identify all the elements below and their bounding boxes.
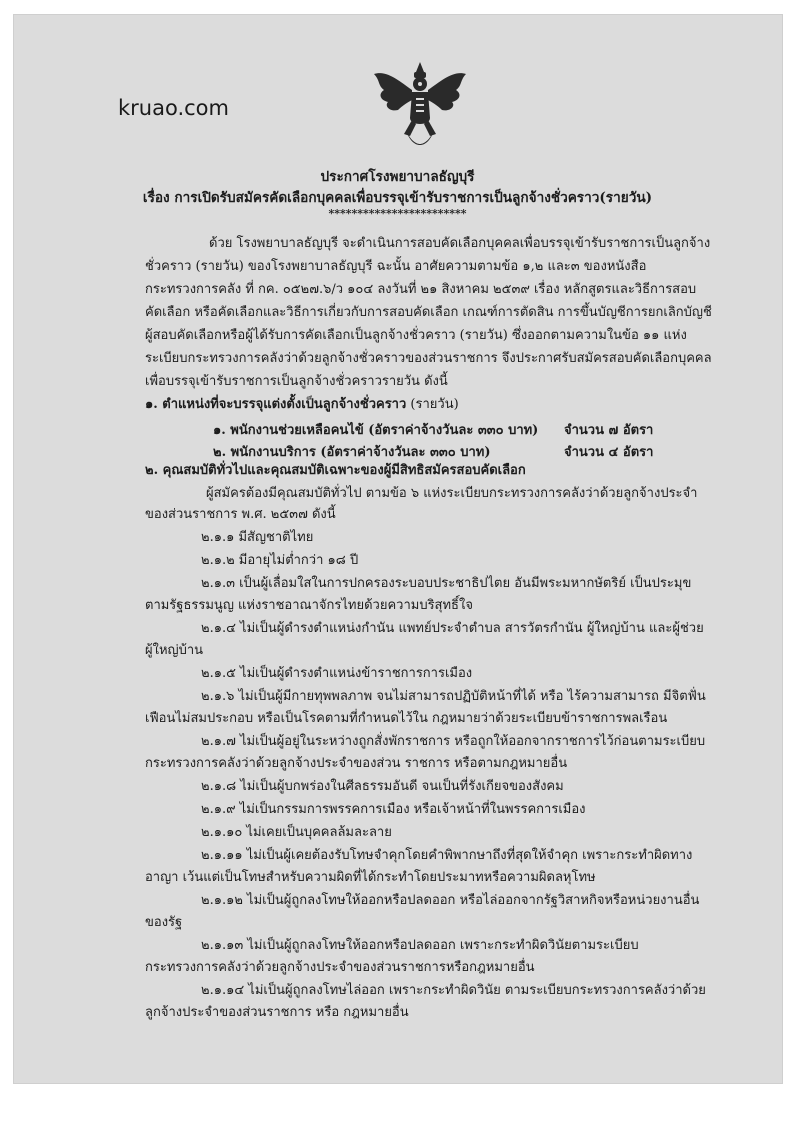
qualification-2-1-9: ๒.๑.๙ ไม่เป็นกรรมการพรรคการเมือง หรือเจ้าหน้าที่ในพรรคการเมือง <box>201 802 586 817</box>
garuda-emblem-icon <box>368 60 472 160</box>
intro-line-5: ผู้สอบคัดเลือกหรือผู้ได้รับการคัดเลือกเป็นลูกจ้างชั่วคราว (รายวัน) ซึ่งออกตามความในข้อ ๑๑ แห่ง <box>145 328 687 343</box>
position-2-name: ๒. พนักงานบริการ (อัตราค่าจ้างวันละ ๓๓๐ บาท) <box>213 445 491 460</box>
section1-heading-suffix: (รายวัน) <box>410 397 459 412</box>
qualification-2-1-6: ๒.๑.๖ ไม่เป็นผู้มีกายทุพพลภาพ จนไม่สามารถปฏิบัติหน้าที่ได้ หรือ ไร้ความสามารถ มีจิตฟั่น <box>201 689 706 704</box>
announcement-subject: เรื่อง การเปิดรับสมัครคัดเลือกบุคคลเพื่อบรรจุเข้ารับราชการเป็นลูกจ้างชั่วคราว(รายวัน) <box>142 190 653 206</box>
position-1-count: จำนวน ๗ อัตรา <box>564 423 654 438</box>
position-2-count: จำนวน ๔ อัตรา <box>564 445 654 460</box>
qualification-2-1-14-cont: ลูกจ้างประจำของส่วนราชการ หรือ กฎหมายอื่น <box>145 1005 409 1020</box>
qualification-2-1-11: ๒.๑.๑๑ ไม่เป็นผู้เคยต้องรับโทษจำคุกโดยคำพิพากษาถึงที่สุดให้จำคุก เพราะกระทำผิดทาง <box>201 848 693 863</box>
qualification-2-1-4: ๒.๑.๔ ไม่เป็นผู้ดำรงตำแหน่งกำนัน แพทย์ประจำตำบล สารวัตรกำนัน ผู้ใหญ่บ้าน และผู้ช่วย <box>201 621 704 636</box>
qualification-2-1-2: ๒.๑.๒ มีอายุไม่ต่ำกว่า ๑๘ ปี <box>201 553 359 568</box>
intro-line-6: ระเบียบกระทรวงการคลังว่าด้วยลูกจ้างชั่วคราวของส่วนราชการ จึงประกาศรับสมัครสอบคัดเลือกบุคคล <box>145 351 712 366</box>
qualification-2-1-3-cont: ตามรัฐธรรมนูญ แห่งราชอาณาจักรไทยด้วยความบริสุทธิ์ใจ <box>145 598 473 613</box>
qualification-2-1-7-cont: กระทรวงการคลังว่าด้วยลูกจ้างประจำของส่วน ราชการ หรือตามกฎหมายอื่น <box>145 756 568 771</box>
qualification-2-1-13-cont: กระทรวงการคลังว่าด้วยลูกจ้างประจำของส่วนราชการหรือกฎหมายอื่น <box>145 960 535 975</box>
qualification-2-1-12: ๒.๑.๑๒ ไม่เป็นผู้ถูกลงโทษให้ออกหรือปลดออก หรือไล่ออกจากรัฐวิสาหกิจหรือหน่วยงานอื่น <box>201 893 700 908</box>
qualification-2-1-12-cont: ของรัฐ <box>145 915 183 930</box>
section2-heading: ๒. คุณสมบัติทั่วไปและคุณสมบัติเฉพาะของผู้มีสิทธิสมัครสอบคัดเลือก <box>145 463 526 478</box>
qualification-2-1-11-cont: อาญา เว้นแต่เป็นโทษสำหรับความผิดที่ได้กระทำโดยประมาทหรือความผิดลหุโทษ <box>145 870 596 885</box>
intro-line-3: กระทรวงการคลัง ที่ กค. ๐๕๒๗.๖/ว ๑๐๔ ลงวันที่ ๒๑ สิงหาคม ๒๕๓๙ เรื่อง หลักสูตรและวิธีการสอบ <box>145 282 697 297</box>
section2-lead-line-2: ของส่วนราชการ พ.ศ. ๒๕๓๗ ดังนี้ <box>145 507 336 522</box>
watermark-text: kruao.com <box>118 96 229 120</box>
qualification-2-1-14: ๒.๑.๑๔ ไม่เป็นผู้ถูกลงโทษไล่ออก เพราะกระทำผิดวินัย ตามระเบียบกระทรวงการคลังว่าด้วย <box>201 983 706 998</box>
qualification-2-1-13: ๒.๑.๑๓ ไม่เป็นผู้ถูกลงโทษให้ออกหรือปลดออก เพราะกระทำผิดวินัยตามระเบียบ <box>201 938 639 953</box>
position-1-name: ๑. พนักงานช่วยเหลือคนไข้ (อัตราค่าจ้างวันละ ๓๓๐ บาท) <box>213 423 539 438</box>
qualification-2-1-7: ๒.๑.๗ ไม่เป็นผู้อยู่ในระหว่างถูกสั่งพักราชการ หรือถูกให้ออกจากราชการไว้ก่อนตามระเบียบ <box>201 734 706 749</box>
section1-heading: ๑. ตำแหน่งที่จะบรรจุแต่งตั้งเป็นลูกจ้างชั่วคราว <box>145 397 407 412</box>
intro-line-7: เพื่อบรรจุเข้ารับราชการเป็นลูกจ้างชั่วคราวรายวัน ดังนี้ <box>145 374 448 389</box>
intro-line-4: คัดเลือก หรือคัดเลือกและวิธีการเกี่ยวกับการสอบคัดเลือก เกณฑ์การตัดสิน การขึ้นบัญชีการยกเลิกบัญชี <box>145 305 712 320</box>
section1-heading-row <box>145 397 459 412</box>
qualification-2-1-10: ๒.๑.๑๐ ไม่เคยเป็นบุคคลล้มละลาย <box>201 825 392 840</box>
qualification-2-1-1: ๒.๑.๑ มีสัญชาติไทย <box>201 530 314 545</box>
qualification-2-1-5: ๒.๑.๕ ไม่เป็นผู้ดำรงตำแหน่งข้าราชการการเมือง <box>201 666 473 681</box>
intro-line-1: ด้วย โรงพยาบาลธัญบุรี จะดำเนินการสอบคัดเลือกบุคคลเพื่อบรรจุเข้ารับราชการเป็นลูกจ้าง <box>209 236 711 251</box>
announcement-org: ประกาศโรงพยาบาลธัญบุรี <box>320 169 475 185</box>
intro-line-2: ชั่วคราว (รายวัน) ของโรงพยาบาลธัญบุรี ฉะนั้น อาศัยความตามข้อ ๑,๒ และ๓ ของหนังสือ <box>145 259 647 274</box>
section2-lead-line-1: ผู้สมัครต้องมีคุณสมบัติทั่วไป ตามข้อ ๖ แห่งระเบียบกระทรวงการคลังว่าด้วยลูกจ้างประจำ <box>206 486 698 501</box>
qualification-2-1-8: ๒.๑.๘ ไม่เป็นผู้บกพร่องในศีลธรรมอันดี จนเป็นที่รังเกียจของสังคม <box>201 779 564 794</box>
qualification-2-1-6-cont: เฟือนไม่สมประกอบ หรือเป็นโรคตามที่กำหนดไว้ใน กฎหมายว่าด้วยระเบียบข้าราชการพลเรือน <box>145 711 668 726</box>
star-separator: ************************ <box>328 207 467 220</box>
qualification-2-1-4-cont: ผู้ใหญ่บ้าน <box>145 643 204 658</box>
qualification-2-1-3: ๒.๑.๓ เป็นผู้เลื่อมใสในการปกครองระบอบประชาธิปไตย อันมีพระมหากษัตริย์ เป็นประมุข <box>201 576 692 591</box>
